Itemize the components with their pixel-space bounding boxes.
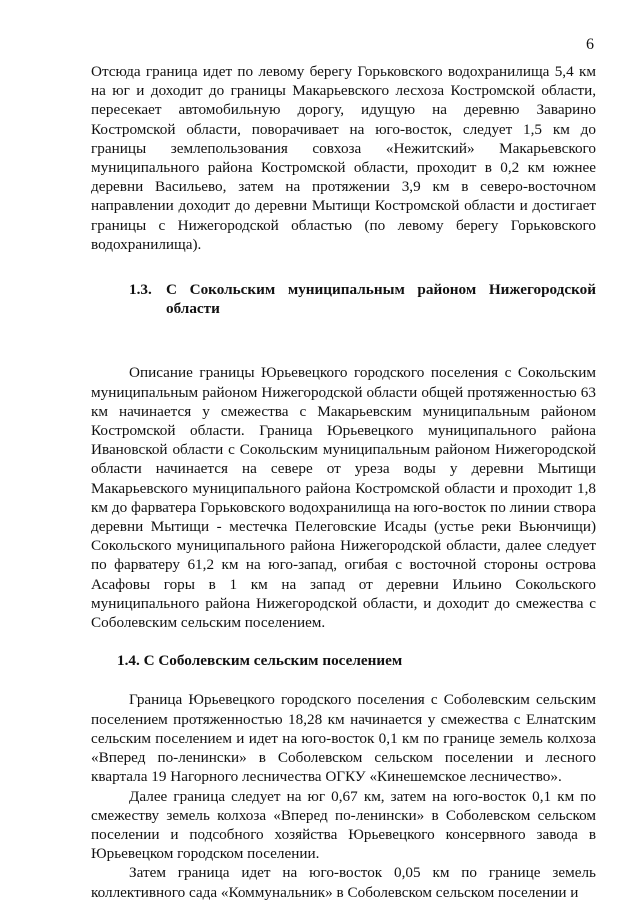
page-number: 6 [586,36,594,53]
document-body [91,62,596,902]
paragraph-sokolsky-boundary: Описание границы Юрьевецкого городского поселения с Сокольским муниципальным районом Нижегородской области общей протяженностью 63 км начинается у смежества с Макарьевским муниципальным районом Костромской области. Граница Юрьевецкого муниципального района Ивановской области с Сокольским муниципальным районом Нижегородской области начинается на севере от уреза воды у деревни Мытищи Макарьевского муниципального района Костромской области и проходит 1,8 км до фарватера Горьковского водохранилища на юго-восток по линии створа деревни Мытищи - местечка Пелеговские Исады (устье реки Вьюнчищи) Сокольского муниципального района Нижегородской области, далее следует по фарватеру 61,2 км на юго-запад, огибая с восточной стороны острова Асафовы горы в 1 км на запад от деревни Ильино Сокольского муниципального района Нижегородской области, и доходит до смежества с Соболевским сельским поселением. [91,364,596,632]
paragraph-sobolevsky-start: Граница Юрьевецкого городского поселения с Соболевским сельским поселением протяженностью 18,28 км начинается у смежества с Елнатским сельским поселением и идет на юго-восток 0,1 км по границе земель колхоза «Вперед по-ленински» в Соболевском сельском поселении и лесного квартала 19 Нагорного лесничества ОГКУ «Кинешемское лесничество». [91,691,596,786]
section-heading-1-4: 1.4. С Соболевским сельским поселением [117,652,403,670]
paragraph-boundary-gorky-reservoir: Отсюда граница идет по левому берегу Горьковского водохранилища 5,4 км на юг и доходит до границы Макарьевского лесхоза Костромской области, пересекает автомобильную дорогу, идущую на деревню Заварино Костромской области, поворачивает на юго-восток, следует 1,5 км до границы землепользования совхоза «Нежитский» Макарьевского муниципального района Костромской области, проходит в 0,2 км южнее деревни Васильево, затем на протяжении 3,9 км в северо-восточном направлении доходит до деревни Мытищи Костромской области и достигает границы с Нижегородской областью (по левому берегу Горьковского водохранилища). [91,63,596,253]
section-title: С Сокольским муниципальным районом Нижегородской области [166,281,596,318]
section-spacer [91,318,596,363]
section-number: 1.3. [129,281,152,299]
paragraph-sobolevsky-south: Далее граница следует на юг 0,67 км, затем на юго-восток 0,1 км по смежеству земель колхоза «Вперед по-ленински» в Соболевском сельском поселении и подсобного хозяйства Юрьевецкого консервного завода в Юрьевецком городском поселении. [91,787,596,863]
section-heading-1-3 [91,280,596,318]
paragraph-sobolevsky-garden: Затем граница идет на юго-восток 0,05 км по границе земель коллективного сада «Коммунальник» в Соболевском сельском поселении и [91,864,596,901]
